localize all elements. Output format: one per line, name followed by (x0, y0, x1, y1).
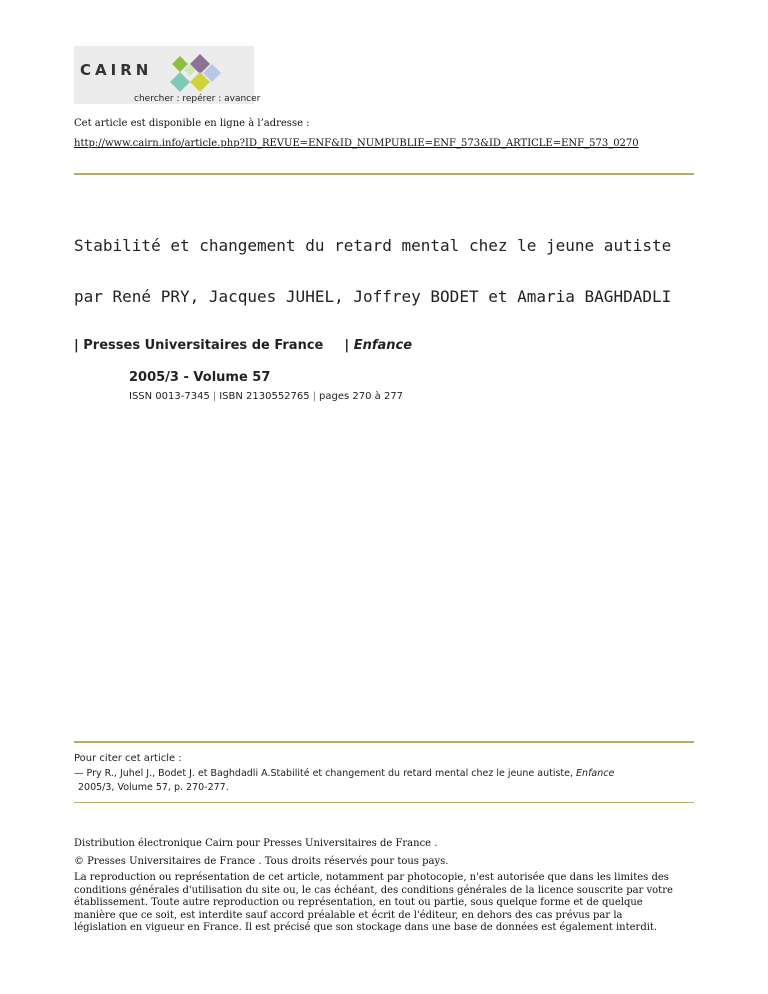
diamond-teal-icon (170, 72, 190, 92)
legal-notice: La reproduction ou représentation de cet article, notamment par photocopie, n'est autorisée que dans les limites des conditions générales d'utilisation du site ou, le cas échéant, des conditions générales de la licence souscrite par votre établissement. Toute autre reproduction ou représentation, en tout ou partie, sous quelque forme et de quelque manière que ce soit, est interdite sauf accord préalable et écrit de l'éditeur, en dehors des cas prévus par la législation en vigueur en France. Il est précisé que son stockage dans une base de données est également interdit. (74, 872, 673, 934)
journal-separator: | (344, 338, 350, 353)
journal-link[interactable]: Enfance (353, 338, 413, 353)
header-divider (74, 173, 694, 175)
publication-line (74, 338, 412, 353)
article-title: Stabilité et changement du retard mental chez le jeune autiste (74, 236, 672, 255)
citation-label: Pour citer cet article : (74, 753, 182, 764)
availability-text: Cet article est disponible en ligne à l’adresse : (74, 118, 310, 129)
article-authors: par René PRY, Jacques JUHEL, Joffrey BODET et Amaria BAGHDADLI (74, 287, 672, 306)
issn: ISSN 0013-7345 (129, 391, 210, 402)
publisher-separator: | (74, 338, 79, 353)
citation-main: — Pry R., Juhel J., Bodet J. et Baghdadli A.Stabilité et changement du retard mental chez le jeune autiste, (74, 768, 574, 779)
copyright-text: © Presses Universitaires de France . Tous droits réservés pour tous pays. (74, 856, 449, 867)
issn-line: ISSN 0013-7345 | ISBN 2130552765 | pages 270 à 277 (129, 391, 404, 402)
publisher-link[interactable]: Presses Universitaires de France (83, 338, 324, 353)
citation-tail: 2005/3, Volume 57, p. 270-277. (78, 782, 229, 793)
isbn: ISBN 2130552765 (219, 391, 310, 402)
cairn-diamonds-icon (160, 50, 228, 96)
citation-journal: Enfance (576, 768, 615, 779)
article-url-link[interactable]: http://www.cairn.info/article.php?ID_REVUE=ENF&ID_NUMPUBLIE=ENF_573&ID_ARTICLE=ENF_573_0270 (74, 138, 639, 149)
distribution-text: Distribution électronique Cairn pour Presses Universitaires de France . (74, 838, 438, 849)
logo-wordmark: CAIRN (80, 61, 153, 79)
logo-tagline: chercher : repérer : avancer (134, 94, 261, 104)
citation-bottom-divider (74, 802, 694, 803)
page-range: pages 270 à 277 (319, 391, 404, 402)
citation-top-divider (74, 741, 694, 743)
citation-text (74, 768, 614, 779)
issue-info: 2005/3 - Volume 57 (129, 370, 271, 385)
